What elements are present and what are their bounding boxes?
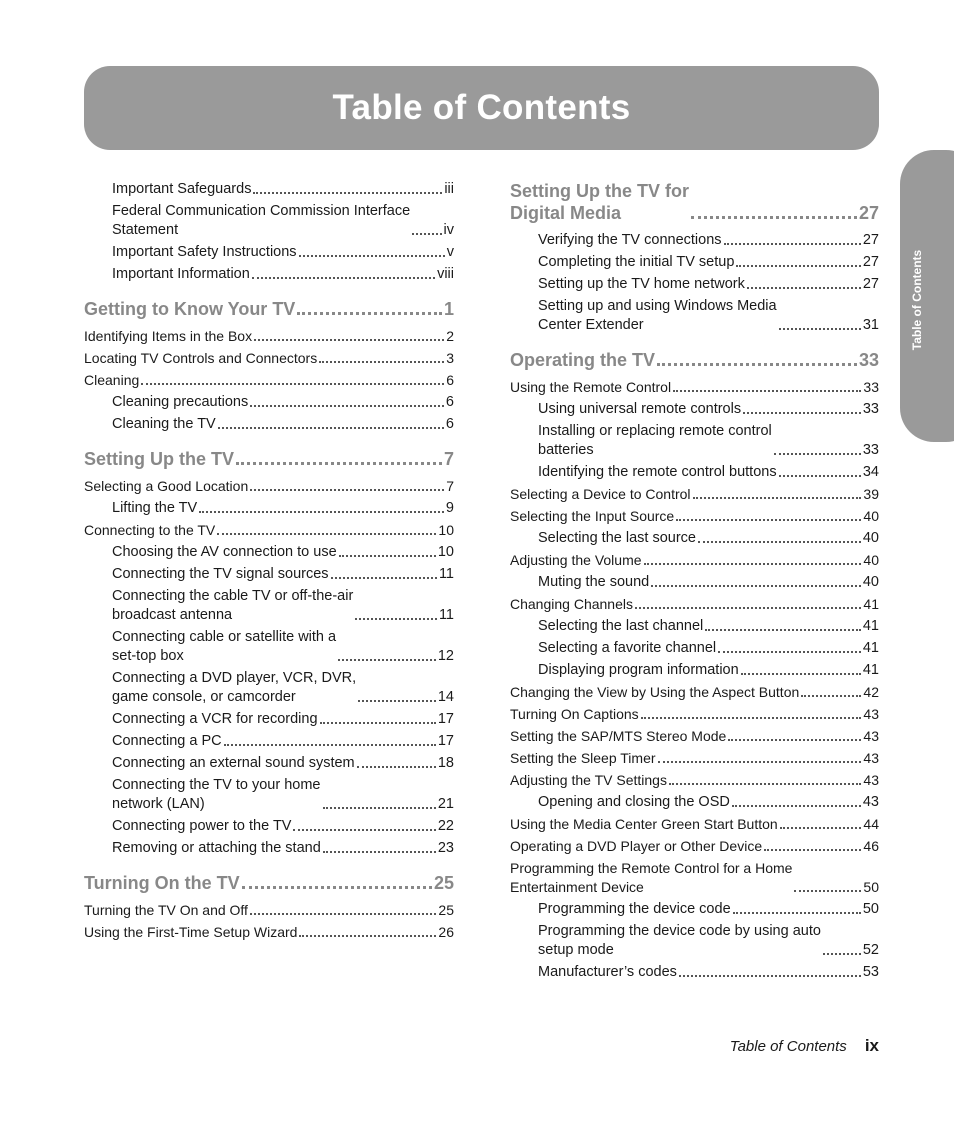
dot-leader (254, 339, 444, 341)
page-ref: 41 (862, 618, 879, 634)
toc-entry[interactable] (84, 628, 454, 666)
page-ref: 40 (862, 530, 879, 546)
toc-section-heading[interactable] (84, 872, 454, 894)
entry-title: Setting up the TV home network (538, 276, 745, 292)
dot-leader (217, 533, 436, 535)
toc-entry[interactable] (510, 793, 879, 812)
toc-entry[interactable] (510, 297, 879, 335)
entry-title: Cleaning (84, 372, 140, 388)
entry-title: Connecting an external sound system (112, 755, 355, 771)
entry-title: Important Safety Instructions (112, 244, 297, 260)
entry-title: Important Safeguards (112, 181, 252, 197)
dot-leader (357, 766, 436, 768)
page-ref: 34 (862, 464, 879, 480)
toc-entry[interactable] (84, 202, 454, 240)
dot-leader (705, 629, 861, 631)
side-tab (900, 150, 954, 442)
entry-title: Adjusting the TV Settings (510, 772, 667, 788)
entry-title: Locating TV Controls and Connectors (84, 350, 318, 366)
page-ref: 23 (437, 840, 454, 856)
toc-entry[interactable] (510, 900, 879, 919)
toc-entry[interactable] (510, 231, 879, 250)
dot-leader (698, 541, 861, 543)
entry-title: Connecting the TV to your home network (LAN) (112, 777, 321, 812)
page-ref: 26 (438, 924, 454, 940)
page-ref: 14 (437, 689, 454, 705)
dot-leader (412, 233, 441, 235)
entry-title: Identifying Items in the Box (84, 328, 253, 344)
section-title: Getting to Know Your TV (84, 299, 296, 319)
page-ref: 41 (862, 640, 879, 656)
dot-leader (299, 935, 436, 937)
entry-title: Programming the Remote Control for a Home Entertainment Device (510, 860, 793, 895)
entry-title: Federal Communication Commission Interface Statement (112, 203, 411, 238)
page-ref: 10 (437, 544, 454, 560)
entry-title: Programming the device code by using auto setup mode (538, 923, 821, 958)
dot-leader (644, 563, 862, 565)
toc-entry[interactable] (84, 587, 454, 625)
dot-leader (764, 849, 861, 851)
dot-leader (779, 475, 861, 477)
footer-title: Table of Contents (729, 1038, 847, 1055)
page-ref: viii (437, 266, 454, 282)
toc-entry[interactable] (510, 275, 879, 294)
page-ref: 27 (862, 254, 879, 270)
dot-leader (339, 555, 436, 557)
page-ref: 39 (863, 486, 879, 502)
page-ref: 41 (862, 662, 879, 678)
page-ref: 7 (443, 449, 454, 469)
toc-entry[interactable] (510, 400, 879, 419)
dot-leader (774, 453, 861, 455)
page-ref: 33 (858, 350, 879, 370)
entry-title: Connecting power to the TV (112, 818, 292, 834)
toc-entry[interactable] (510, 485, 879, 504)
dot-leader (657, 363, 857, 366)
page-ref: 18 (437, 755, 454, 771)
dot-leader (733, 912, 861, 914)
toc-entry[interactable] (84, 393, 454, 412)
toc-entry[interactable] (510, 463, 879, 482)
page-ref: 12 (437, 648, 454, 664)
entry-title: Manufacturer’s codes (538, 964, 677, 980)
dot-leader (355, 618, 437, 620)
toc-entry[interactable] (510, 529, 879, 548)
dot-leader (718, 651, 861, 653)
dot-leader (253, 192, 442, 194)
toc-entry[interactable] (510, 378, 879, 397)
toc-entry[interactable] (84, 499, 454, 518)
entry-title: Lifting the TV (112, 500, 198, 516)
entry-title: Connecting cable or satellite with a set-top box (112, 629, 337, 664)
dot-leader (724, 243, 861, 245)
page-ref: 40 (862, 574, 879, 590)
toc-entry[interactable] (84, 732, 454, 751)
entry-title: Important Information (112, 266, 250, 282)
page-ref: 40 (863, 552, 879, 568)
section-title: Setting Up the TV (84, 449, 234, 469)
toc-entry[interactable] (510, 837, 879, 856)
page-ref: 43 (863, 728, 879, 744)
dot-leader (651, 585, 861, 587)
toc-entry[interactable] (510, 617, 879, 636)
entry-title: Verifying the TV connections (538, 232, 722, 248)
toc-entry[interactable] (510, 705, 879, 724)
entry-title: Connecting to the TV (84, 522, 216, 538)
entry-title: Installing or replacing remote control batteries (538, 423, 772, 458)
page-ref: iv (443, 222, 454, 238)
entry-title: Setting the Sleep Timer (510, 750, 656, 766)
toc-section-heading[interactable] (84, 448, 454, 470)
toc-entry[interactable] (84, 710, 454, 729)
toc-entry[interactable] (510, 422, 879, 460)
dot-leader (242, 886, 432, 889)
entry-title: Turning the TV On and Off (84, 902, 248, 918)
page-ref: 50 (863, 879, 879, 895)
page-ref: 21 (437, 796, 454, 812)
dot-leader (732, 805, 861, 807)
entry-title: Setting up and using Windows Media Center Extender (538, 298, 777, 333)
entry-title: Programming the device code (538, 901, 731, 917)
dot-leader (691, 216, 857, 219)
dot-leader (658, 761, 862, 763)
section-title: Operating the TV (510, 350, 656, 370)
page-ref: 17 (437, 733, 454, 749)
entry-title: Using the Media Center Green Start Button (510, 816, 778, 832)
page-ref: 25 (433, 873, 454, 893)
entry-title: Using the First-Time Setup Wizard (84, 924, 298, 940)
page-ref: 27 (858, 203, 879, 223)
toc-entry[interactable] (84, 901, 454, 920)
dot-leader (323, 851, 436, 853)
toc-entry[interactable] (510, 963, 879, 982)
page-ref: 10 (438, 522, 454, 538)
page-ref: 43 (863, 750, 879, 766)
toc-entry[interactable] (510, 771, 879, 790)
entry-title: Cleaning precautions (112, 394, 249, 410)
dot-leader (252, 277, 435, 279)
toc-entry[interactable] (510, 551, 879, 570)
page-ref: 11 (438, 607, 454, 623)
toc-entry[interactable] (84, 817, 454, 836)
toc-entry[interactable] (510, 573, 879, 592)
entry-title: Selecting the last source (538, 530, 696, 546)
entry-title: Changing the View by Using the Aspect Button (510, 684, 800, 700)
toc-entry[interactable] (84, 327, 454, 346)
entry-title: Connecting the cable TV or off-the-air broadcast antenna (112, 588, 354, 623)
page-ref: 3 (446, 350, 454, 366)
dot-leader (779, 328, 861, 330)
page-ref: 44 (863, 816, 879, 832)
toc-entry[interactable] (510, 749, 879, 768)
toc-entry[interactable] (510, 683, 879, 702)
dot-leader (728, 739, 861, 741)
page-ref: 33 (862, 442, 879, 458)
dot-leader (669, 783, 861, 785)
dot-leader (297, 312, 442, 315)
page-ref: 27 (862, 232, 879, 248)
entry-title: Connecting a PC (112, 733, 222, 749)
toc-section-heading[interactable] (510, 349, 879, 371)
page-ref: 33 (862, 401, 879, 417)
toc-entry[interactable] (510, 661, 879, 680)
dot-leader (794, 890, 861, 892)
toc-entry[interactable] (510, 595, 879, 614)
entry-title: Selecting a Good Location (84, 478, 249, 494)
page-ref: 6 (445, 394, 454, 410)
page-ref: 2 (446, 328, 454, 344)
toc-entry[interactable] (84, 371, 454, 390)
title-banner (84, 66, 879, 150)
page-footer (730, 1036, 879, 1056)
toc-right-column (510, 180, 879, 985)
toc-entry[interactable] (510, 815, 879, 834)
toc-left-column (84, 180, 454, 945)
page-title: Table of Contents (332, 88, 631, 127)
page-ref: 43 (862, 794, 879, 810)
dot-leader (250, 489, 444, 491)
page-ref: 43 (863, 772, 879, 788)
dot-leader (676, 519, 861, 521)
entry-title: Changing Channels (510, 596, 633, 612)
entry-title: Selecting the Input Source (510, 508, 675, 524)
page-ref: 6 (445, 416, 454, 432)
page-ref: 7 (446, 478, 454, 494)
entry-title: Selecting a Device to Control (510, 486, 691, 502)
toc-entry[interactable] (84, 839, 454, 858)
dot-leader (635, 607, 861, 609)
toc-entry[interactable] (84, 776, 454, 814)
toc-section-heading[interactable] (84, 298, 454, 320)
entry-title: Selecting a favorite channel (538, 640, 717, 656)
page-ref: 40 (863, 508, 879, 524)
dot-leader (747, 287, 861, 289)
section-title: Turning On the TV (84, 873, 240, 893)
page-ref: 31 (862, 317, 879, 333)
dot-leader (236, 462, 442, 465)
page-ref: 27 (862, 276, 879, 292)
entry-title: Removing or attaching the stand (112, 840, 321, 856)
page-ref: 17 (437, 711, 454, 727)
toc-entry[interactable] (84, 180, 454, 199)
dot-leader (673, 390, 861, 392)
page-ref: 46 (863, 838, 879, 854)
entry-title: Adjusting the Volume (510, 552, 642, 568)
page-ref: 33 (863, 379, 879, 395)
dot-leader (323, 807, 436, 809)
dot-leader (693, 497, 862, 499)
toc-entry[interactable] (510, 727, 879, 746)
dot-leader (741, 673, 861, 675)
entry-title: Connecting the TV signal sources (112, 566, 329, 582)
dot-leader (218, 427, 444, 429)
side-tab-label: Table of Contents (910, 249, 924, 351)
dot-leader (224, 744, 436, 746)
entry-title: Connecting a DVD player, VCR, DVR, game console, or camcorder (112, 670, 357, 705)
dot-leader (338, 659, 436, 661)
dot-leader (823, 953, 861, 955)
page-ref: 9 (445, 500, 454, 516)
entry-title: Opening and closing the OSD (538, 794, 730, 810)
entry-title: Choosing the AV connection to use (112, 544, 337, 560)
dot-leader (299, 255, 445, 257)
page-ref: 50 (862, 901, 879, 917)
entry-title: Setting the SAP/MTS Stereo Mode (510, 728, 727, 744)
toc-entry[interactable] (84, 477, 454, 496)
dot-leader (199, 511, 444, 513)
toc-entry[interactable] (84, 415, 454, 434)
entry-title: Displaying program information (538, 662, 739, 678)
entry-title: Cleaning the TV (112, 416, 216, 432)
entry-title: Connecting a VCR for recording (112, 711, 318, 727)
toc-entry[interactable] (84, 521, 454, 540)
page-ref: 11 (438, 566, 454, 582)
dot-leader (801, 695, 861, 697)
toc-entry[interactable] (84, 243, 454, 262)
entry-title: Identifying the remote control buttons (538, 464, 777, 480)
page-ref: 41 (863, 596, 879, 612)
dot-leader (780, 827, 862, 829)
toc-section-heading[interactable] (510, 180, 879, 224)
page-ref: v (446, 244, 454, 260)
dot-leader (679, 975, 861, 977)
toc-entry[interactable] (84, 265, 454, 284)
page-ref: 53 (862, 964, 879, 980)
entry-title: Turning On Captions (510, 706, 639, 722)
entry-title: Using universal remote controls (538, 401, 742, 417)
entry-title: Operating a DVD Player or Other Device (510, 838, 763, 854)
dot-leader (358, 700, 436, 702)
page-ref: 52 (862, 942, 879, 958)
page-ref: 6 (446, 372, 454, 388)
dot-leader (250, 913, 436, 915)
toc-entry[interactable] (510, 859, 879, 897)
toc-entry[interactable] (84, 669, 454, 707)
entry-title: Muting the sound (538, 574, 650, 590)
entry-title: Selecting the last channel (538, 618, 704, 634)
dot-leader (641, 717, 862, 719)
section-title: Setting Up the TV for Digital Media (510, 181, 689, 223)
toc-entry[interactable] (84, 543, 454, 562)
toc-entry[interactable] (510, 639, 879, 658)
toc-entry[interactable] (84, 754, 454, 773)
entry-title: Using the Remote Control (510, 379, 672, 395)
toc-entry[interactable] (510, 507, 879, 526)
entry-title: Completing the initial TV setup (538, 254, 735, 270)
page-ref: 1 (443, 299, 454, 319)
toc-entry[interactable] (510, 253, 879, 272)
page-ref: 42 (863, 684, 879, 700)
toc-entry[interactable] (84, 349, 454, 368)
page-ref: 25 (438, 902, 454, 918)
dot-leader (331, 577, 437, 579)
page-number: ix (864, 1036, 879, 1055)
dot-leader (736, 265, 860, 267)
dot-leader (320, 722, 436, 724)
dot-leader (293, 829, 435, 831)
dot-leader (319, 361, 444, 363)
toc-entry[interactable] (510, 922, 879, 960)
page-ref: 22 (437, 818, 454, 834)
dot-leader (743, 412, 861, 414)
page-ref: iii (444, 181, 454, 197)
page-ref: 43 (863, 706, 879, 722)
toc-entry[interactable] (84, 565, 454, 584)
dot-leader (250, 405, 444, 407)
toc-entry[interactable] (84, 923, 454, 942)
dot-leader (141, 383, 444, 385)
